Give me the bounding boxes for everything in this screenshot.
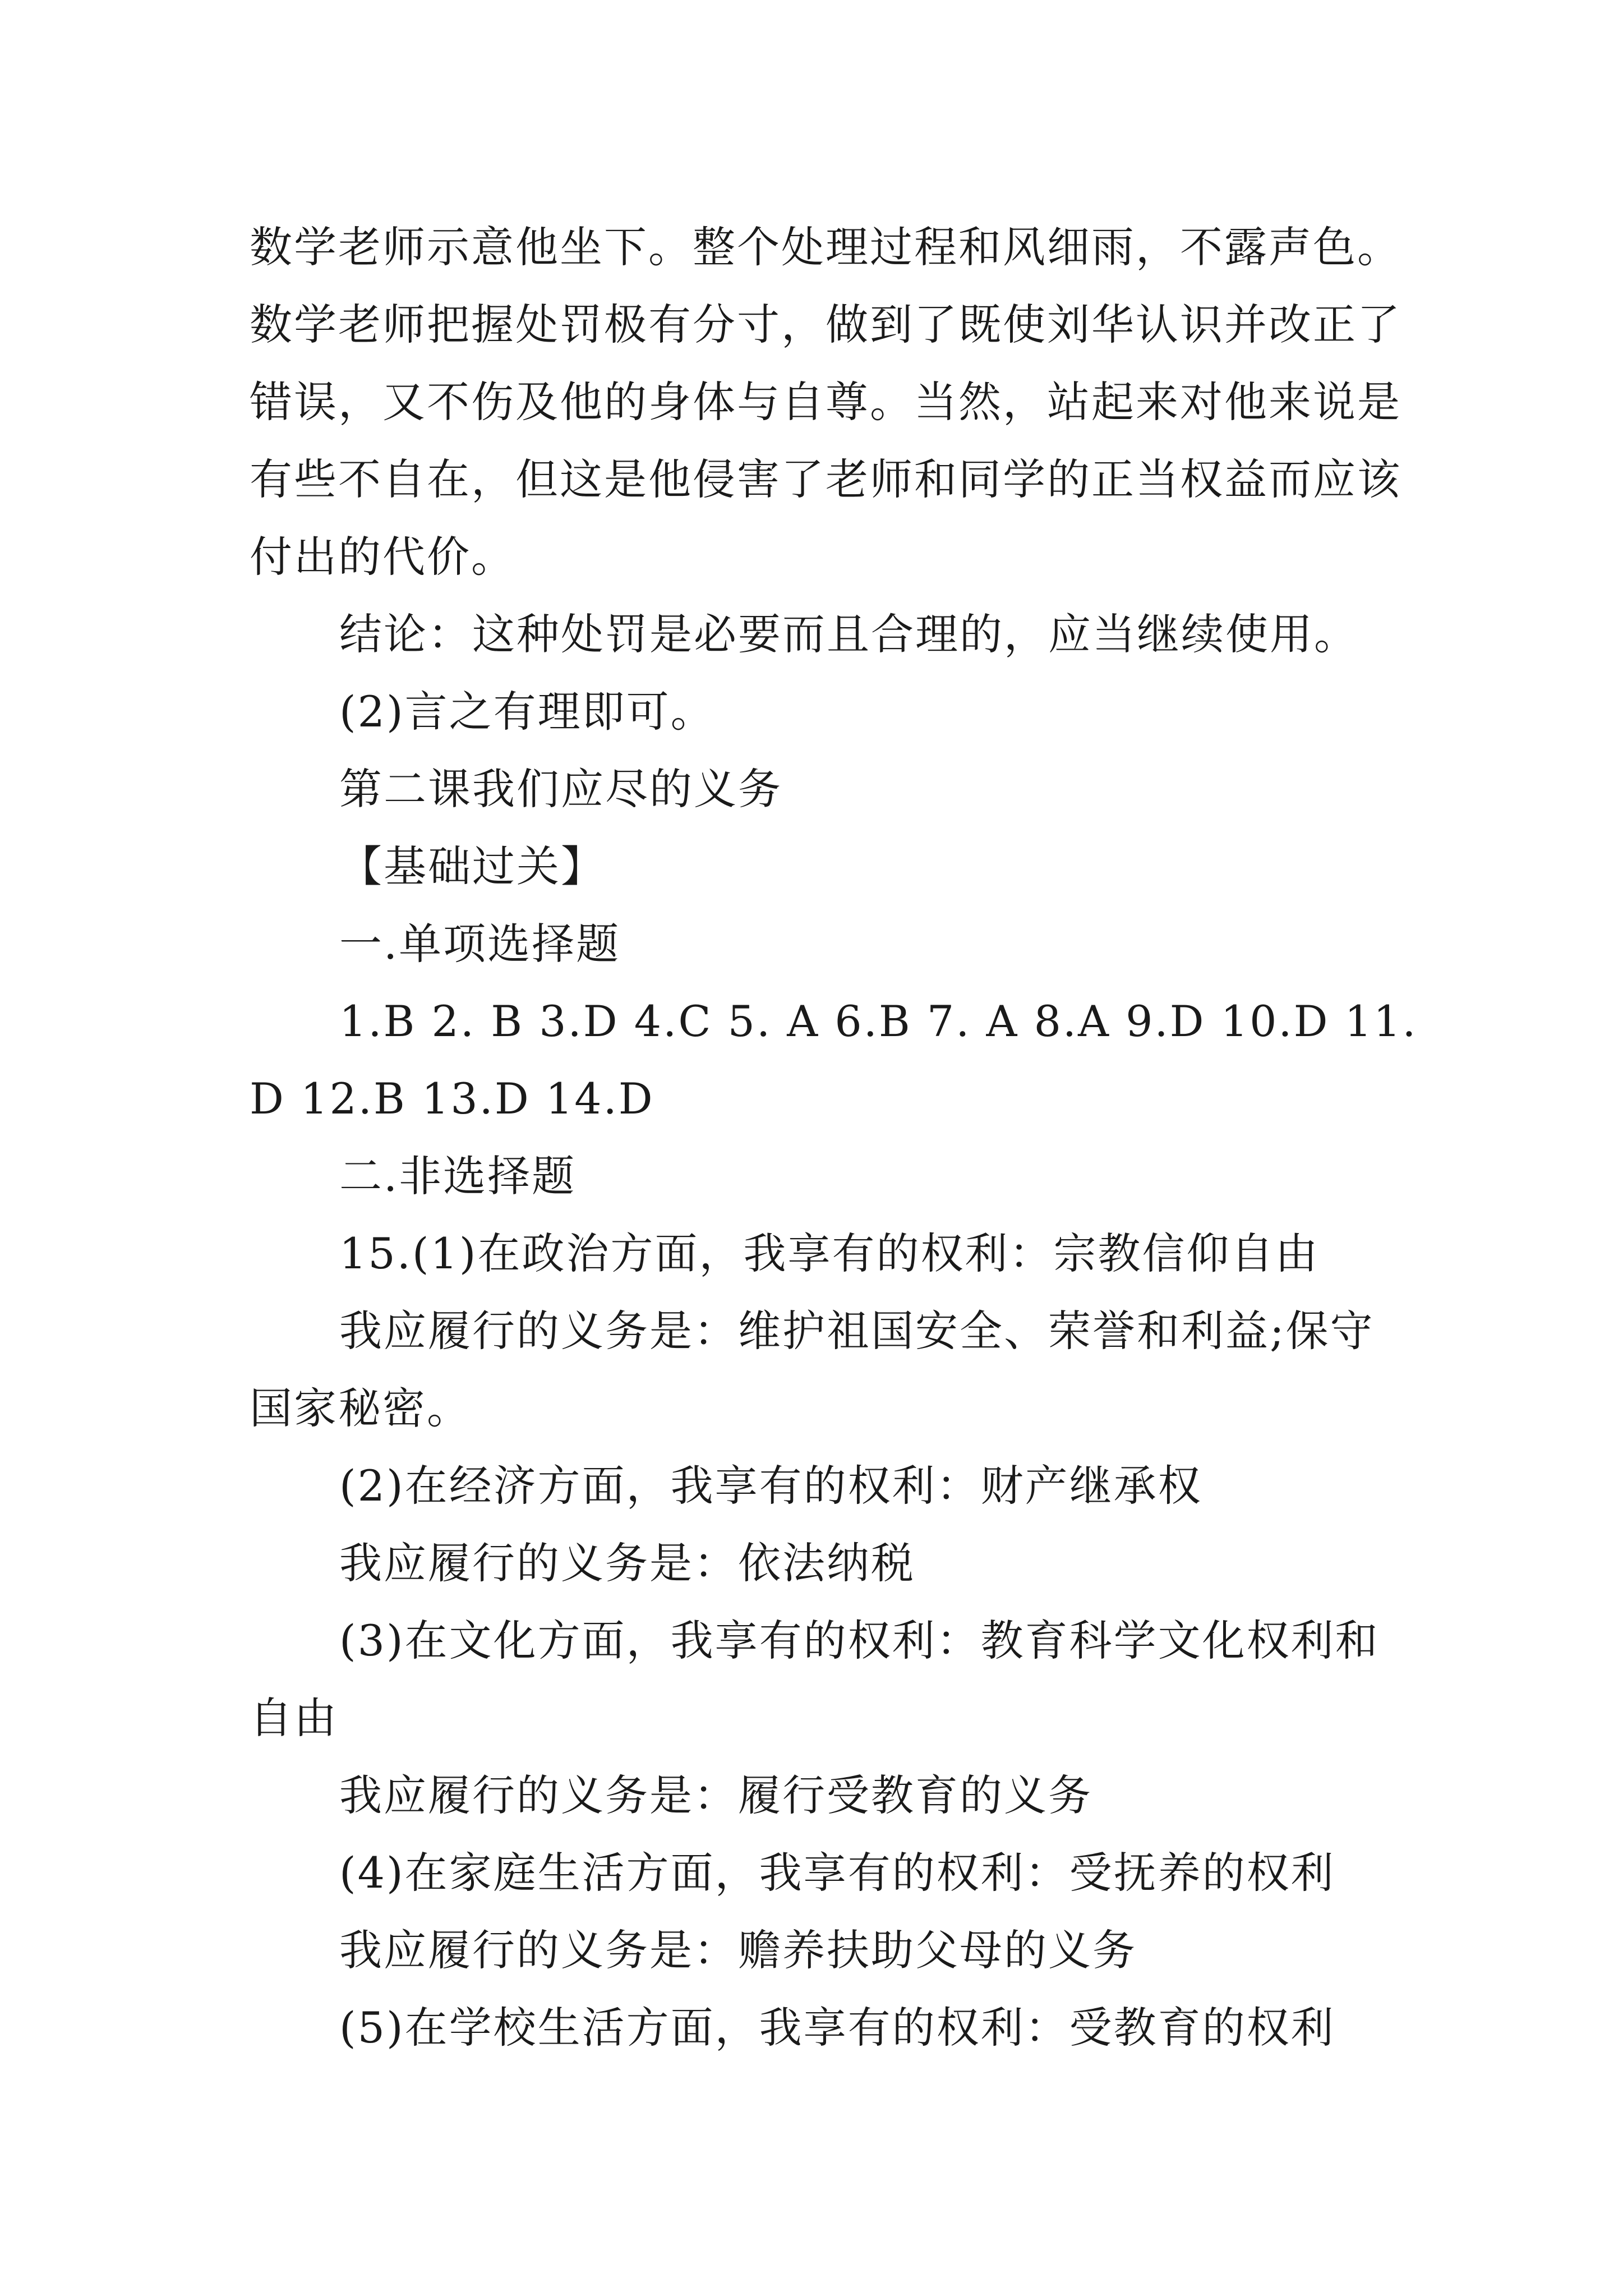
- answer-line: 我应履行的义务是：依法纳税: [339, 1538, 915, 1588]
- answer-line: 我应履行的义务是：赡养扶助父母的义务: [339, 1925, 1137, 1975]
- lesson-title: 第二课我们应尽的义务: [339, 764, 782, 814]
- subsection-heading: 二.非选择题: [339, 1151, 577, 1201]
- text-line: 数学老师示意他坐下。整个处理过程和风细雨，不露声色。: [250, 222, 1401, 272]
- answer-line: (4)在家庭生活方面，我享有的权利：受抚养的权利: [339, 1848, 1335, 1898]
- answer-line: (3)在文化方面，我享有的权利：教育科学文化权利和: [339, 1616, 1380, 1665]
- conclusion-line: 结论：这种处罚是必要而且合理的，应当继续使用。: [339, 609, 1358, 659]
- answer-line: 自由: [250, 1693, 338, 1743]
- answer-line: 国家秘密。: [250, 1383, 471, 1433]
- answer-line: (2)言之有理即可。: [339, 687, 715, 737]
- section-heading: 【基础过关】: [339, 841, 605, 891]
- answer-line: (5)在学校生活方面，我享有的权利：受教育的权利: [339, 2003, 1335, 2053]
- answer-line: 我应履行的义务是：履行受教育的义务: [339, 1770, 1092, 1820]
- answer-line: 15.(1)在政治方面，我享有的权利：宗教信仰自由: [339, 1228, 1320, 1278]
- answer-key-line: D 12.B 13.D 14.D: [250, 1074, 654, 1124]
- answer-line: (2)在经济方面，我享有的权利：财产继承权: [339, 1461, 1202, 1511]
- subsection-heading: 一.单项选择题: [339, 919, 621, 969]
- text-line: 付出的代价。: [250, 532, 515, 582]
- text-line: 数学老师把握处罚极有分寸，做到了既使刘华认识并改正了: [250, 300, 1401, 349]
- answer-line: 我应履行的义务是：维护祖国安全、荣誉和利益;保守: [339, 1306, 1375, 1356]
- answer-key-line: 1.B 2. B 3.D 4.C 5. A 6.B 7. A 8.A 9.D 10.D 11.: [339, 996, 1418, 1046]
- document-body: [250, 209, 1433, 2067]
- text-line: 有些不自在，但这是他侵害了老师和同学的正当权益而应该: [250, 454, 1401, 504]
- text-line: 错误，又不伤及他的身体与自尊。当然，站起来对他来说是: [250, 377, 1401, 427]
